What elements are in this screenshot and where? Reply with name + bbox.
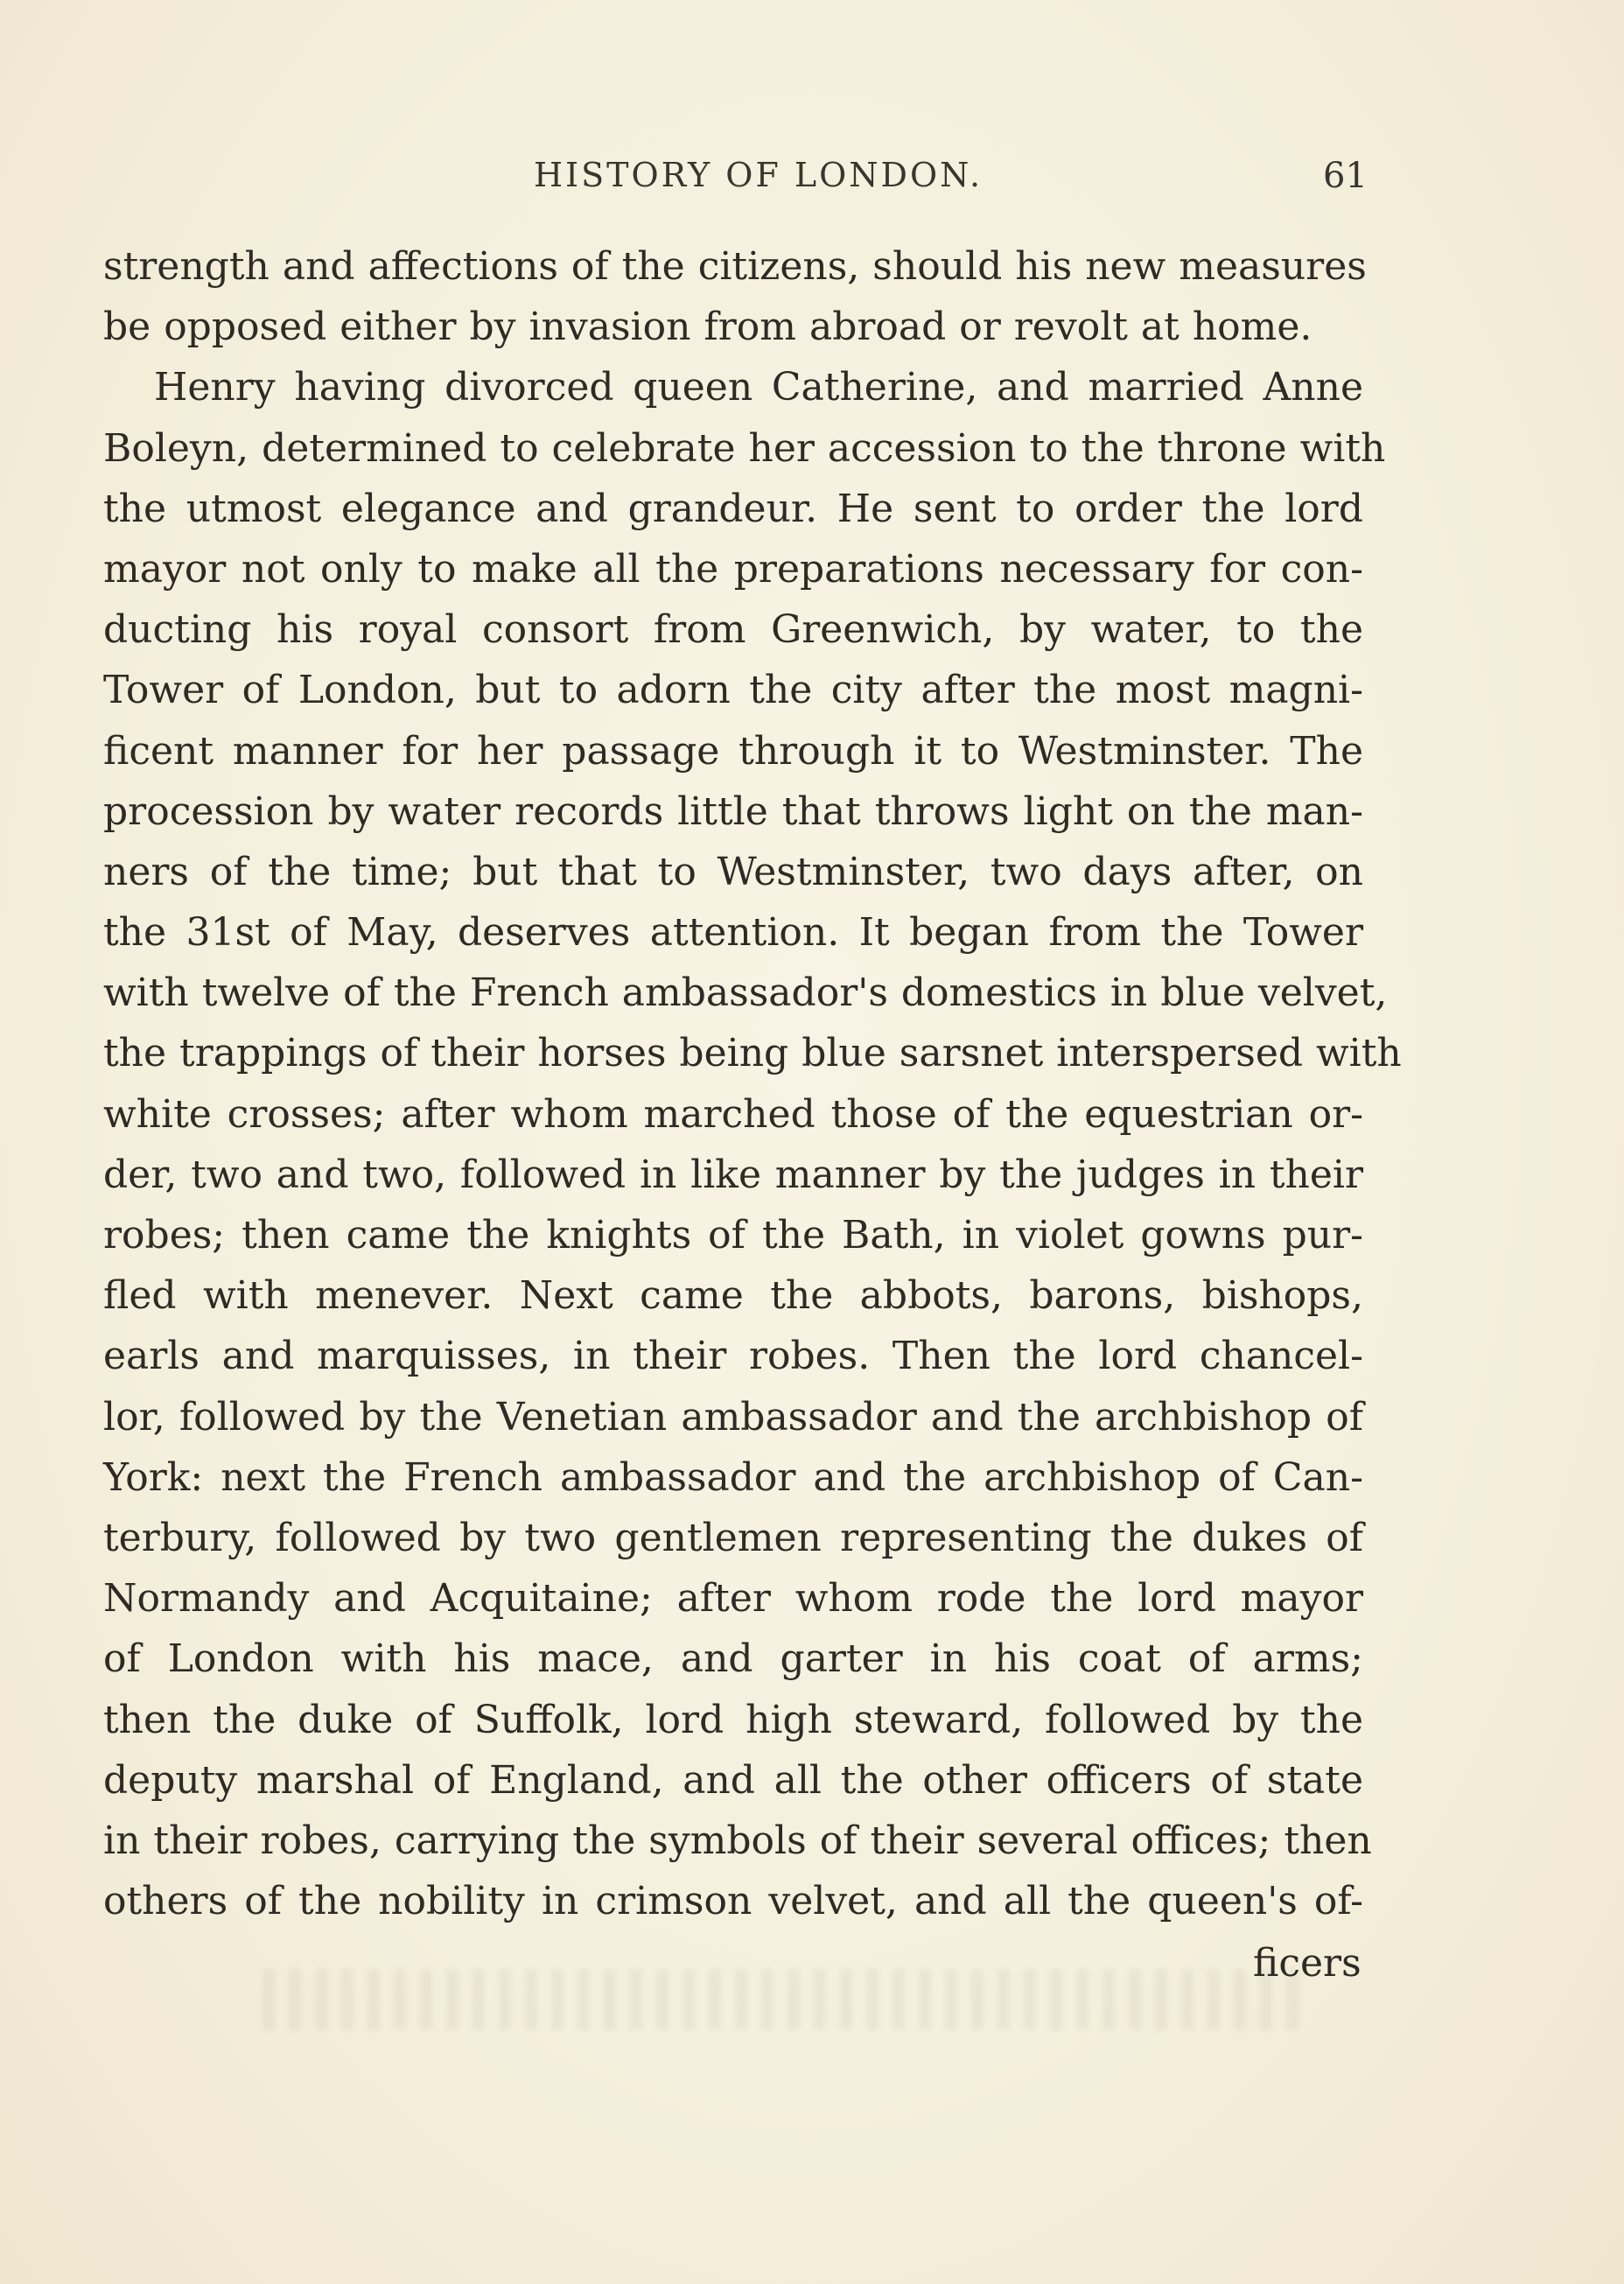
text-line: deputy marshal of England, and all the other officers of state: [103, 1757, 1363, 1803]
catchword: ficers: [1253, 1941, 1362, 1986]
text-line: mayor not only to make all the preparations necessary for con-: [103, 546, 1363, 592]
body-text: [103, 236, 1402, 1931]
text-line: terbury, followed by two gentlemen representing the dukes of: [103, 1515, 1363, 1560]
text-line: der, two and two, followed in like manner by the judges in their: [103, 1152, 1363, 1197]
text-line: ficent manner for her passage through it to Westminster. The: [103, 728, 1363, 774]
text-line: then the duke of Suffolk, lord high steward, followed by the: [103, 1697, 1363, 1742]
text-line: lor, followed by the Venetian ambassador and the archbishop of: [103, 1394, 1363, 1440]
running-head: [0, 156, 1624, 208]
text-line: Boleyn, determined to celebrate her accession to the throne with: [103, 425, 1386, 471]
text-line: ducting his royal consort from Greenwich, by water, to the: [103, 607, 1363, 653]
text-line: Tower of London, but to adorn the city after the most magni-: [103, 668, 1363, 713]
text-line: with twelve of the French ambassador's domestics in blue velvet,: [103, 970, 1388, 1016]
text-line: procession by water records little that throws light on the man-: [103, 788, 1363, 834]
text-line: the 31st of May, deserves attention. It began from the Tower: [103, 910, 1363, 956]
text-line: of London with his mace, and garter in his coat of arms;: [103, 1636, 1363, 1682]
text-line: Henry having divorced queen Catherine, and married Anne: [154, 365, 1363, 410]
text-line: the trappings of their horses being blue sarsnet interspersed with: [103, 1031, 1402, 1076]
text-line: Normandy and Acquitaine; after whom rode the lord mayor: [103, 1576, 1363, 1622]
text-line: fled with menever. Next came the abbots, barons, bishops,: [103, 1273, 1363, 1319]
text-line: earls and marquisses, in their robes. Then the lord chancel-: [103, 1334, 1363, 1379]
text-line: white crosses; after whom marched those of the equestrian or-: [103, 1091, 1363, 1137]
text-line: York: next the French ambassador and the archbishop of Can-: [103, 1454, 1363, 1500]
text-line: the utmost elegance and grandeur. He sent to order the lord: [103, 486, 1363, 531]
page-number: 61: [1323, 156, 1368, 196]
running-title: HISTORY OF LONDON.: [534, 156, 984, 194]
text-line: ners of the time; but that to Westminster, two days after, on: [103, 849, 1363, 894]
text-line: others of the nobility in crimson velvet, and all the queen's of-: [103, 1879, 1363, 1924]
text-line: strength and affections of the citizens, should his new measures: [103, 244, 1367, 289]
text-line: in their robes, carrying the symbols of their several offices; then: [103, 1818, 1372, 1863]
show-through-shadow: [262, 1969, 1312, 2030]
text-line: robes; then came the knights of the Bath, in violet gowns pur-: [103, 1213, 1363, 1258]
text-line: be opposed either by invasion from abroad or revolt at home.: [103, 305, 1312, 350]
